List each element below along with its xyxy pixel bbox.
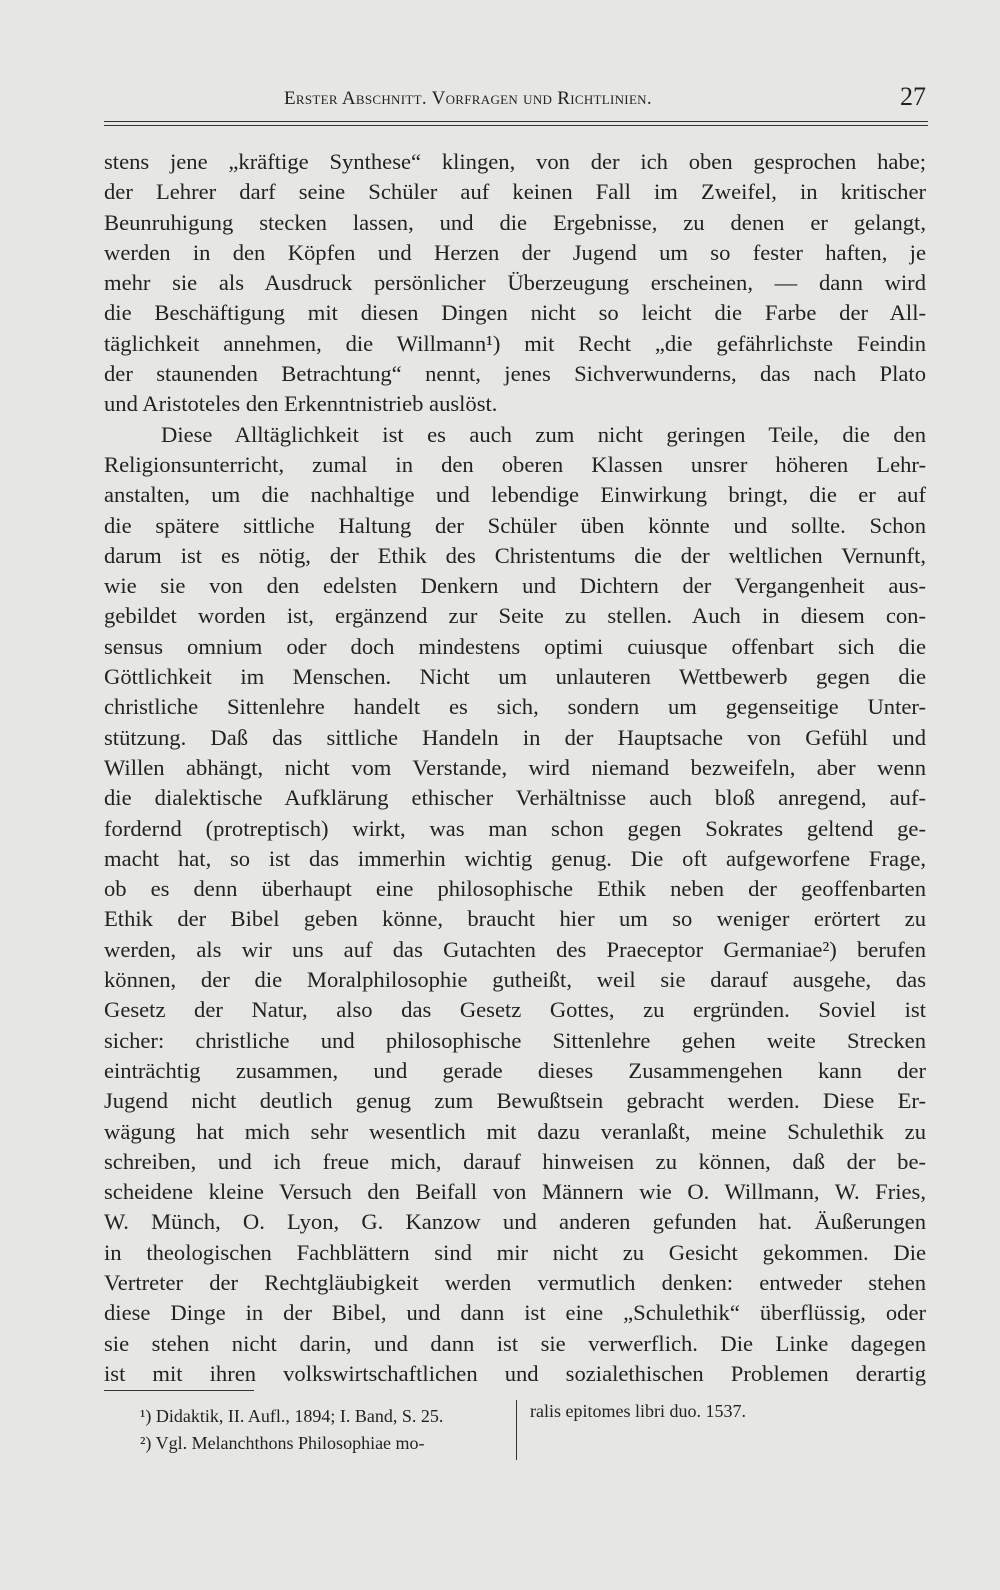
body-text — [104, 147, 926, 1389]
text-line: Religionsunterricht, zumal in den oberen Klassen unsrer höheren Lehr- — [104, 451, 926, 477]
running-head — [104, 82, 926, 116]
text-line: und Aristoteles den Erkenntnistrieb auslöst. — [104, 391, 498, 417]
text-line: in theologischen Fachblättern sind mir nicht zu Gesicht gekommen. Die — [104, 1239, 926, 1265]
footnote-1: ¹) Didaktik, II. Aufl., 1894; I. Band, S. 25. — [140, 1406, 444, 1426]
page-number: 27 — [900, 82, 926, 111]
text-line: der staunenden Betrachtung“ nennt, jenes Sichverwunderns, das nach Plato — [104, 361, 926, 387]
header-double-rule — [104, 121, 928, 126]
text-line: der Lehrer darf seine Schüler auf keinen Fall im Zweifel, in kritischer — [104, 179, 926, 205]
text-line: fordernd (protreptisch) wirkt, was man schon gegen Sokrates geltend ge- — [104, 815, 926, 841]
text-line: ist mit ihren volkswirtschaftlichen und sozialethischen Problemen derartig — [104, 1360, 926, 1386]
text-line: werden in den Köpfen und Herzen der Jugend um so fester haften, je — [104, 239, 926, 265]
footnote-rule — [104, 1390, 254, 1391]
text-line: stützung. Daß das sittliche Handeln in der Hauptsache von Gefühl und — [104, 724, 926, 750]
text-line: wägung hat mich sehr wesentlich mit dazu veranlaßt, meine Schulethik zu — [104, 1118, 926, 1144]
text-line: die dialektische Aufklärung ethischer Verhältnisse auch bloß anregend, auf- — [104, 785, 926, 811]
footnote-2-start: ²) Vgl. Melanchthons Philosophiae mo- — [140, 1433, 425, 1453]
text-line: christliche Sittenlehre handelt es sich, sondern um gegenseitige Unter- — [104, 694, 926, 720]
text-line: Gesetz der Natur, also das Gesetz Gottes, zu ergründen. Soviel ist — [104, 997, 926, 1023]
text-line: die Beschäftigung mit diesen Dingen nicht so leicht die Farbe der All- — [104, 300, 926, 326]
text-line: diese Dinge in der Bibel, und dann ist eine „Schulethik“ überflüssig, oder — [104, 1300, 926, 1326]
text-line: stens jene „kräftige Synthese“ klingen, von der ich oben gesprochen habe; — [104, 149, 926, 174]
text-line: gebildet worden ist, ergänzend zur Seite zu stellen. Auch in diesem con- — [104, 603, 926, 629]
text-line: Vertreter der Rechtgläubigkeit werden vermutlich denken: entweder stehen — [104, 1269, 926, 1295]
text-line: Willen abhängt, nicht vom Verstande, wird niemand bezweifeln, aber wenn — [104, 754, 926, 780]
text-line: Göttlichkeit im Menschen. Nicht um unlauteren Wettbewerb gegen die — [104, 664, 926, 690]
text-line: mehr sie als Ausdruck persönlicher Überzeugung erscheinen, — dann wird — [104, 270, 926, 296]
text-line: wie sie von den edelsten Denkern und Dichtern der Vergangenheit aus- — [104, 573, 926, 599]
text-line: die spätere sittliche Haltung der Schüler üben könnte und sollte. Schon — [104, 512, 926, 538]
text-line: sensus omnium oder doch mindestens optimi cuiusque offenbart sich die — [104, 633, 926, 659]
footnote-column-divider — [516, 1400, 517, 1460]
footnotes-left — [140, 1403, 520, 1457]
text-line: Beunruhigung stecken lassen, und die Ergebnisse, zu denen er gelangt, — [104, 209, 926, 235]
running-title: Erster Abschnitt. Vorfragen und Richtlinien. — [284, 88, 652, 109]
text-line: scheidene kleine Versuch den Beifall von Männern wie O. Willmann, W. Fries, — [104, 1179, 926, 1205]
text-line: können, der die Moralphilosophie gutheißt, weil sie darauf ausgehe, das — [104, 967, 926, 993]
text-line: W. Münch, O. Lyon, G. Kanzow und anderen gefunden hat. Äußerungen — [104, 1209, 926, 1235]
text-line: Diese Alltäglichkeit ist es auch zum nicht geringen Teile, die den — [161, 421, 926, 447]
text-line: werden, als wir uns auf das Gutachten des Praeceptor Germaniae²) berufen — [104, 936, 926, 962]
text-line: sicher: christliche und philosophische Sittenlehre gehen weite Strecken — [104, 1027, 926, 1053]
text-line: schreiben, und ich freue mich, darauf hinweisen zu können, daß der be- — [104, 1148, 926, 1174]
text-line: darum ist es nötig, der Ethik des Christentums die der weltlichen Vernunft, — [104, 542, 926, 568]
footnote-2-end: ralis epitomes libri duo. 1537. — [530, 1401, 746, 1421]
text-line: ob es denn überhaupt eine philosophische Ethik neben der geoffenbarten — [104, 876, 926, 902]
text-line: Jugend nicht deutlich genug zum Bewußtsein gebracht werden. Diese Er- — [104, 1088, 926, 1114]
text-line: Ethik der Bibel geben könne, braucht hier um so weniger erörtert zu — [104, 906, 926, 932]
text-line: sie stehen nicht darin, und dann ist sie verwerflich. Die Linke dagegen — [104, 1330, 926, 1356]
text-line: anstalten, um die nachhaltige und lebendige Einwirkung bringt, die er auf — [104, 482, 926, 508]
text-line: einträchtig zusammen, und gerade dieses Zusammengehen kann der — [104, 1057, 926, 1083]
text-line: macht hat, so ist das immerhin wichtig genug. Die oft aufgeworfene Frage, — [104, 845, 926, 871]
text-line: täglichkeit annehmen, die Willmann¹) mit Recht „die gefährlichste Feindin — [104, 330, 926, 356]
